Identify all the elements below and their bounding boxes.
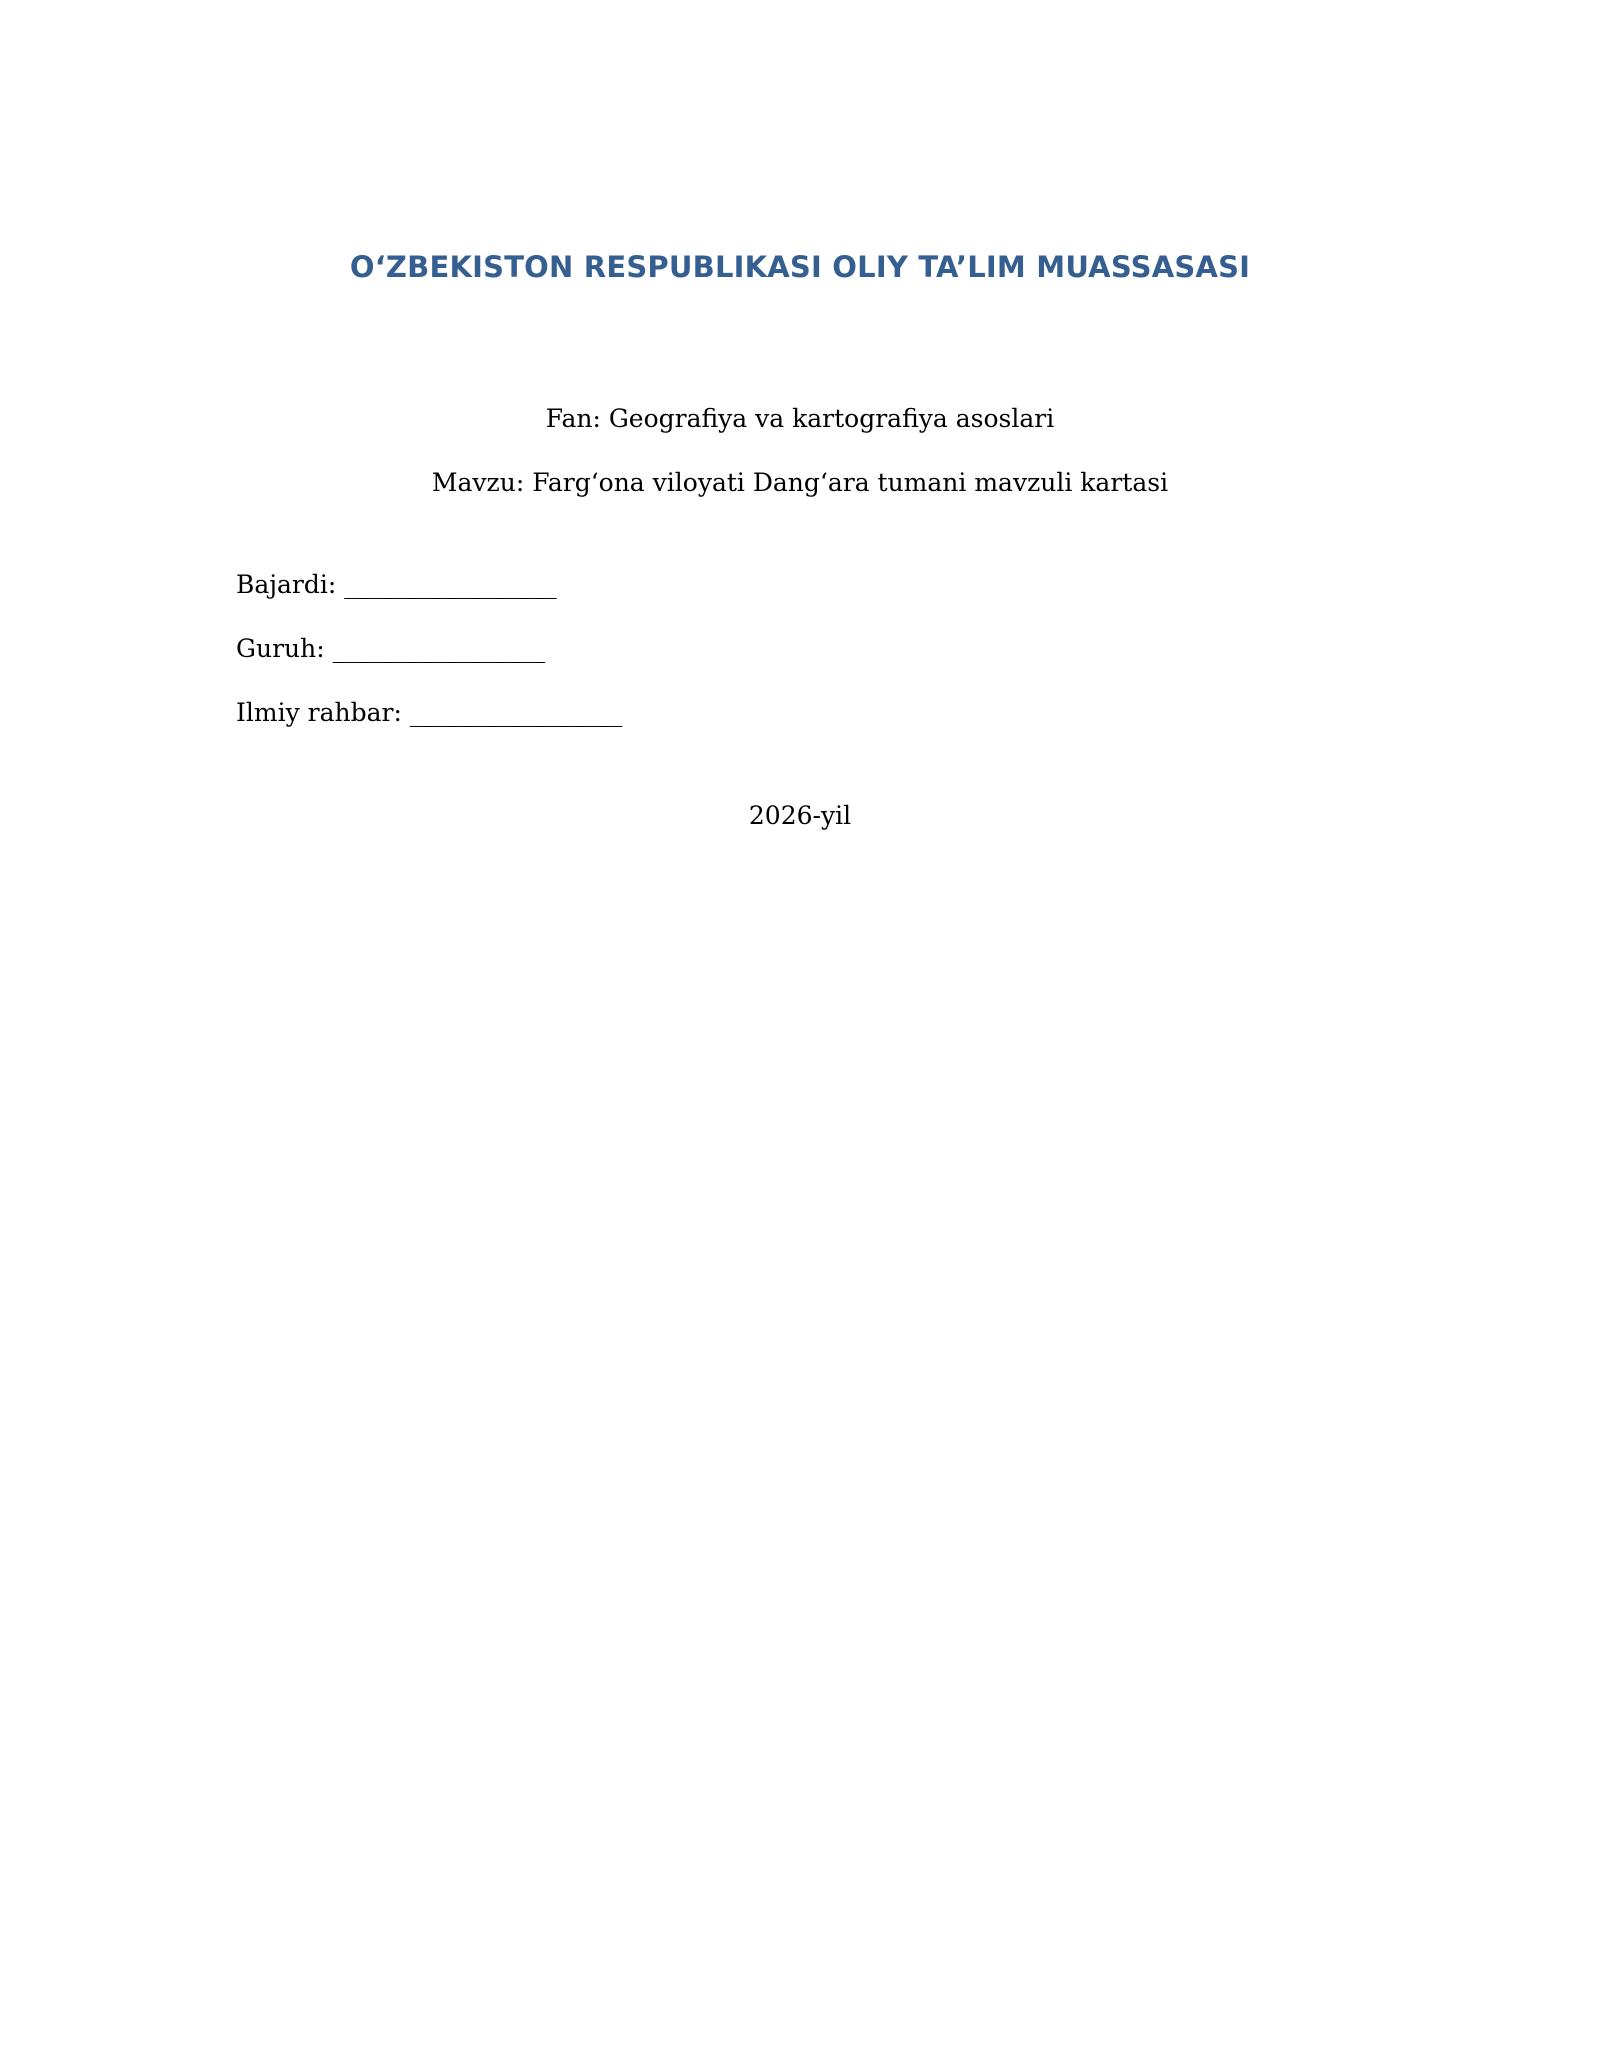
topic-line: Mavzu: Farg‘ona viloyati Dang‘ara tumani mavzuli kartasi [431, 468, 1169, 497]
subject-line: Fan: Geografiya va kartografiya asoslari [545, 404, 1055, 433]
field-guruh [236, 634, 545, 663]
field-bajardi [236, 570, 557, 599]
field-label: Ilmiy rahbar: [236, 698, 402, 727]
field-blank: _________________ [344, 570, 557, 599]
field-ilmiy-rahbar [236, 698, 622, 727]
institution-title: O‘ZBEKISTON RESPUBLIKASI OLIY TA’LIM MUASSASASI [349, 250, 1251, 284]
field-blank: _________________ [332, 634, 546, 663]
field-label: Guruh: [236, 634, 325, 663]
field-label: Bajardi: [236, 570, 337, 599]
field-blank: _________________ [409, 698, 623, 727]
year-line: 2026-yil [748, 801, 852, 830]
